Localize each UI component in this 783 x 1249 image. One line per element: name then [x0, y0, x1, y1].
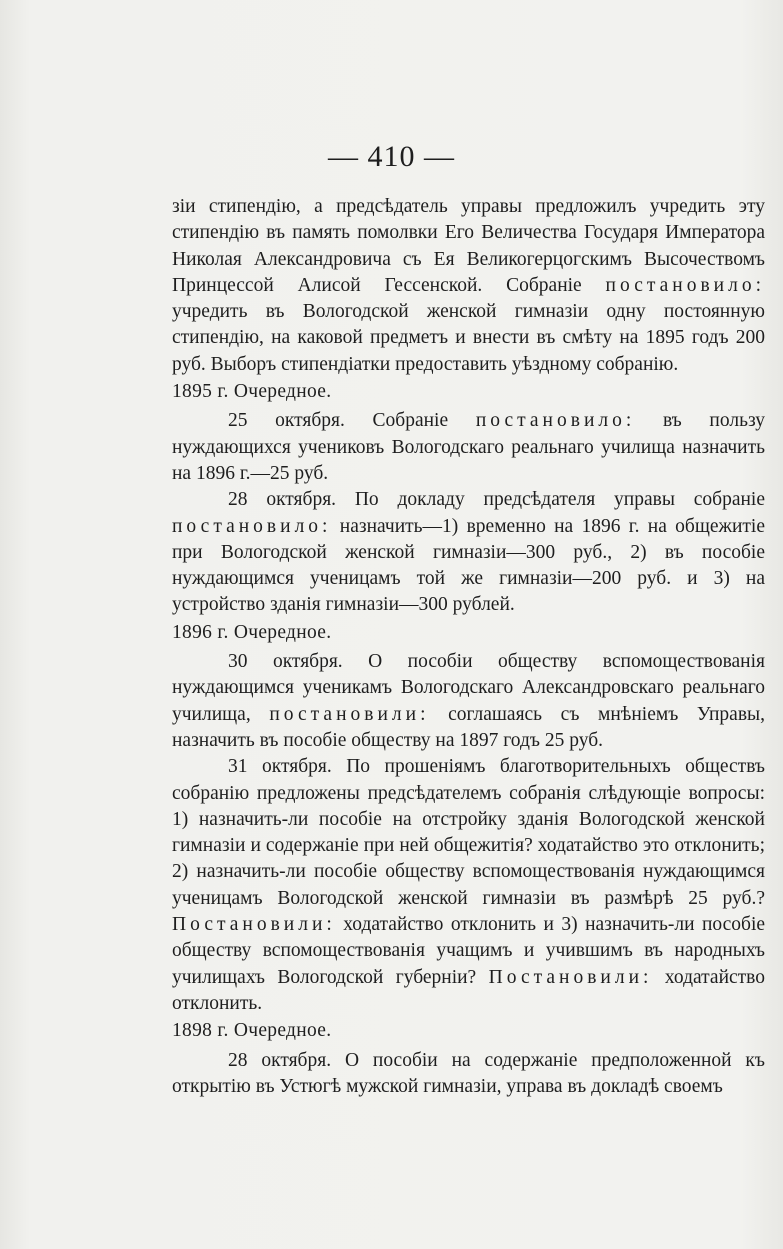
paragraph-4 — [172, 649, 765, 754]
paragraph-2-rest: въ пользу нуждающихся учениковъ Вологодскаго реальнаго училища назначить на 1896 г.—25 руб. — [172, 410, 766, 484]
paragraph-4-lead: 30 октября. О пособіи обществу вспомоществованія нуждающимся ученикамъ Вологодскаго Александровскаго реальнаго училища, — [172, 651, 765, 725]
paragraph-1 — [172, 194, 765, 378]
paragraph-1-rest: учредить въ Вологодской женской гимназіи одну постоянную стипендію, на каковой предметъ и внести въ смѣту на 1895 годъ 200 руб. Выборъ стипендіатки предоставить уѣздному собранію. — [172, 301, 765, 375]
paragraph-2-keyword: постановило: — [475, 410, 636, 432]
paragraph-3-lead: 28 октября. По докладу предсѣдателя управы собраніе — [228, 489, 765, 511]
paragraph-5-lead: 31 октября. По прошеніямъ благотворительныхъ обществъ собранію предложены предсѣдателемъ собранія слѣдующіе вопросы: 1) назначить-ли пособіе на отстройку зданія Вологодской женской гимназіи и содержаніе при ней общежитія? ходатайство это отклонить; 2) назначить-ли пособіе обществу вспомоществованія нуждающимся ученицамъ Вологодской женской гимназіи въ размѣрѣ 25 руб.? — [172, 756, 765, 909]
paragraph-5-middle: ходатайство отклонить и 3) назначить-ли пособіе обществу вспомоществованія учащимъ и учившимъ въ народныхъ училищахъ Вологодской губерніи? — [172, 914, 766, 988]
paragraph-4-rest: соглашаясь съ мнѣніемъ Управы, назначить въ пособіе обществу на 1897 годъ 25 руб. — [172, 703, 766, 751]
page-number: — 410 — — [328, 140, 455, 173]
paragraph-6: 28 октября. О пособіи на содержаніе предположенной къ открытію въ Устюгѣ мужской гимназіи, управа въ докладѣ своемъ — [172, 1049, 765, 1097]
paragraph-2 — [172, 408, 765, 487]
paragraph-5-keyword-2: Постановили: — [488, 966, 653, 988]
paragraph-1-text: зіи стипендію, а предсѣдатель управы предложилъ учредить эту стипендію въ память помолвки Его Величества Государя Императора Николая Александровича съ Ея Великогерцогскимъ Высочествомъ Принцессой Алисой Гессенской. — [172, 196, 765, 296]
paragraph-3-rest: назначить—1) временно на 1896 г. на общежитіе при Вологодской женской гимназіи—300 руб., 2) въ пособіе нуждающимся ученицамъ той же гимназіи—200 руб. и 3) на устройство зданія гимназіи—300 рублей. — [172, 515, 766, 616]
paragraph-3-keyword: постановило: — [172, 515, 332, 537]
document-body — [172, 194, 765, 1100]
paragraph-5-keyword-1: Постановили: — [172, 914, 336, 936]
paragraph-1-keyword: постановило: — [605, 274, 765, 296]
paragraph-5 — [172, 754, 765, 1017]
section-heading-1895: 1895 г. Очередное. — [172, 381, 332, 403]
section-heading-1896: 1896 г. Очередное. — [172, 621, 332, 643]
paragraph-1-lead: Собраніе — [506, 274, 582, 296]
paragraph-2-lead: 25 октября. Собраніе — [228, 410, 449, 432]
section-heading-1898: 1898 г. Очередное. — [172, 1020, 332, 1042]
paragraph-4-keyword: постановили: — [269, 703, 430, 725]
paragraph-3 — [172, 487, 765, 618]
paragraph-5-end: ходатайство отклонить. — [172, 966, 766, 1014]
